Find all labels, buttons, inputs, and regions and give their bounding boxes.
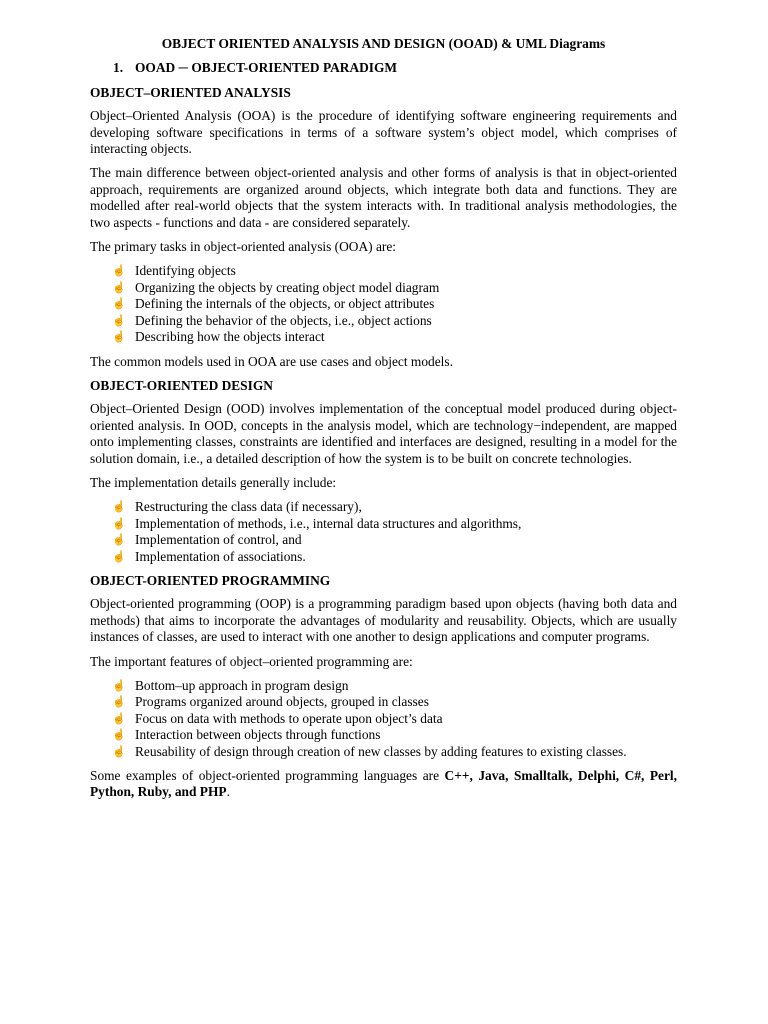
pointing-hand-bullet-icon: ☝: [112, 534, 126, 547]
list-item: ☝ Interaction between objects through functions: [112, 727, 381, 743]
list-item: ☝ Identifying objects: [112, 263, 236, 279]
list-item: ☝ Implementation of control, and: [112, 532, 302, 548]
oop-features-list: [90, 678, 677, 760]
ooa-heading: OBJECT–ORIENTED ANALYSIS: [90, 84, 291, 100]
list-item: ☝ Implementation of associations.: [112, 548, 306, 564]
document-title: OBJECT ORIENTED ANALYSIS AND DESIGN (OOAD) & UML Diagrams: [161, 36, 606, 51]
ood-paragraph-1: Object–Oriented Design (OOD) involves implementation of the conceptual model produced during object-oriented analysis. In OOD, concepts in the analysis model, which are technology−independent, are mapped onto implementing classes, constraints are identified and interfaces are designed, resulting in a model for the solution domain, i.e., a detailed description of how the system is to be built on concrete technologies.: [90, 401, 677, 466]
ooa-task-list: [90, 263, 677, 345]
chapter-heading-text: OOAD ─ OBJECT-ORIENTED PARADIGM: [135, 60, 398, 76]
ood-paragraph-2: The implementation details generally include:: [90, 474, 337, 490]
oop-paragraph-2: The important features of object–oriented programming are:: [90, 653, 413, 669]
pointing-hand-bullet-icon: ☝: [112, 281, 126, 294]
list-item: ☝ Implementation of methods, i.e., internal data structures and algorithms,: [112, 515, 522, 531]
pointing-hand-bullet-icon: ☝: [112, 517, 126, 530]
pointing-hand-bullet-icon: ☝: [112, 680, 126, 692]
document-page: [90, 36, 677, 809]
ooa-paragraph-3: The primary tasks in object-oriented analysis (OOA) are:: [90, 239, 397, 255]
list-item: ☝ Organizing the objects by creating object model diagram: [112, 279, 440, 295]
language-list: C++, Java, Smalltalk, Delphi, C#, Perl, Python, Ruby, and PHP: [90, 768, 677, 800]
list-item: ☝ Defining the behavior of the objects, i.e., object actions: [112, 312, 432, 328]
chapter-heading: [113, 60, 677, 76]
pointing-hand-bullet-icon: ☝: [112, 501, 126, 514]
pointing-hand-bullet-icon: ☝: [112, 696, 126, 709]
pointing-hand-bullet-icon: ☝: [112, 314, 126, 327]
pointing-hand-bullet-icon: ☝: [112, 298, 126, 311]
pointing-hand-bullet-icon: ☝: [112, 729, 126, 742]
list-item: ☝ Reusability of design through creation of new classes by adding features to existing classes.: [112, 743, 627, 759]
pointing-hand-bullet-icon: ☝: [112, 745, 126, 758]
ood-heading: OBJECT-ORIENTED DESIGN: [90, 377, 273, 393]
oop-heading: OBJECT-ORIENTED PROGRAMMING: [90, 572, 331, 588]
pointing-hand-bullet-icon: ☝: [112, 712, 126, 725]
chapter-number: 1.: [113, 60, 124, 76]
pointing-hand-bullet-icon: ☝: [112, 265, 126, 278]
ooa-paragraph-4: The common models used in OOA are use cases and object models.: [90, 353, 453, 369]
list-item: ☝ Restructuring the class data (if necessary),: [112, 499, 362, 515]
oop-paragraph-1: Object-oriented programming (OOP) is a programming paradigm based upon objects (having both data and methods) that aims to incorporate the advantages of modularity and reusability. Objects, which are usually instances of classes, are used to interact with one another to design applications and computer programs.: [90, 596, 677, 645]
list-item: ☝ Defining the internals of the objects, or object attributes: [112, 296, 435, 312]
ooa-paragraph-2: The main difference between object-oriented analysis and other forms of analysis is that in object-oriented approach, requirements are organized around objects, which integrate both data and functions. They are modelled after real-world objects that the system interacts with. In traditional analysis methodologies, the two aspects - functions and data - are considered separately.: [90, 165, 677, 230]
pointing-hand-bullet-icon: ☝: [112, 550, 126, 563]
ood-implementation-list: [90, 499, 677, 565]
list-item: ☝ Describing how the objects interact: [112, 329, 325, 345]
list-item: ☝ Bottom–up approach in program design: [112, 678, 349, 693]
oop-paragraph-3: Some examples of object-oriented programming languages are C++, Java, Smalltalk, Delphi, C#, Perl, Python, Ruby, and PHP.: [90, 768, 677, 800]
ooa-paragraph-1: Object–Oriented Analysis (OOA) is the procedure of identifying software engineering requirements and developing software specifications in terms of a software system’s object model, which comprises of interacting objects.: [90, 108, 677, 157]
list-item: ☝ Programs organized around objects, grouped in classes: [112, 694, 429, 710]
list-item: ☝ Focus on data with methods to operate upon object’s data: [112, 710, 443, 726]
pointing-hand-bullet-icon: ☝: [112, 331, 126, 344]
